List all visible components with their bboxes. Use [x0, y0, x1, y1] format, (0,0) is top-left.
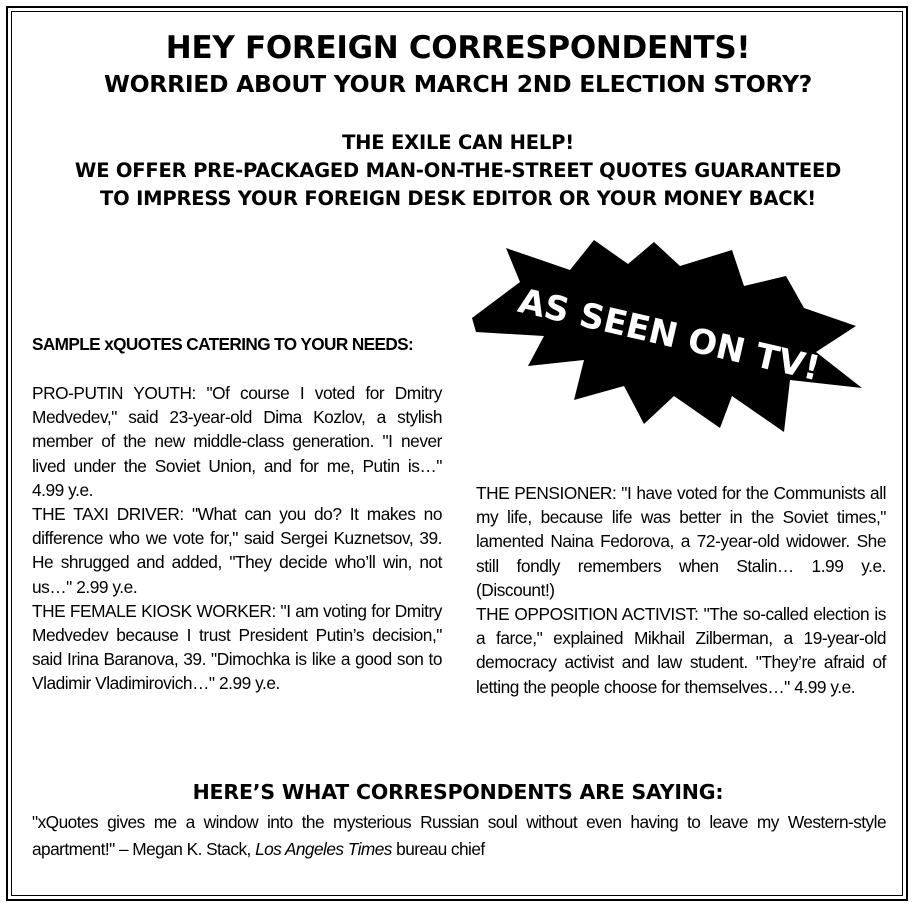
quote-pensioner: THE PENSIONER: "I have voted for the Communists all my life, because life was better in the Soviet times," lamented Naina Fedorova, a 72-year-old widower. She still fondly remembers when Stalin… 1.99 y.e. (Discount!)	[476, 483, 886, 600]
as-seen-on-tv-starburst	[468, 240, 868, 435]
starburst-label: AS SEEN ON TV!	[514, 280, 824, 390]
testimonials-heading: HERE’S WHAT CORRESPONDENTS ARE SAYING:	[192, 780, 724, 804]
quotes-column-right	[476, 481, 886, 699]
page-title: HEY FOREIGN CORRESPONDENTS!	[165, 30, 751, 66]
quotes-column-left	[32, 381, 442, 696]
page-subtitle: WORRIED ABOUT YOUR MARCH 2ND ELECTION STORY?	[103, 70, 813, 98]
offer-line-1: THE EXILE CAN HELP!	[342, 131, 574, 154]
quote-taxi-driver: THE TAXI DRIVER: "What can you do? It makes no difference who we vote for," said Sergei Kuznetsov, 39. He shrugged and added, "They decide who’ll win, not us…" 2.99 y.e.	[32, 504, 442, 597]
testimonial-quote	[32, 809, 886, 863]
quote-opposition-activist: THE OPPOSITION ACTIVIST: "The so-called election is a farce," explained Mikhail Zilberman, a 19-year-old democracy activist and law student. "They’re afraid of letting the people choose for themselves…" 4.99 y.e.	[476, 604, 886, 697]
testimonial-text: "xQuotes gives me a window into the mysterious Russian soul without even having to leave my Western-style apartment!" – Megan K. Stack,	[32, 812, 886, 859]
quote-pro-putin-youth: PRO-PUTIN YOUTH: "Of course I voted for Dmitry Medvedev," said 23-year-old Dima Kozlov, a stylish member of the new middle-class generation. "I never lived under the Soviet Union, and for me, Putin is…" 4.99 y.e.	[32, 383, 442, 500]
offer-line-2: WE OFFER PRE-PACKAGED MAN-ON-THE-STREET QUOTES GUARANTEED	[74, 159, 842, 182]
testimonial-suffix: bureau chief	[391, 839, 485, 859]
testimonial-publication: Los Angeles Times	[255, 839, 392, 859]
samples-heading: SAMPLE xQUOTES CATERING TO YOUR NEEDS:	[32, 334, 414, 354]
offer-line-3: TO IMPRESS YOUR FOREIGN DESK EDITOR OR YOUR MONEY BACK!	[100, 187, 816, 210]
quote-kiosk-worker: THE FEMALE KIOSK WORKER: "I am voting for Dmitry Medvedev because I trust President Putin’s decision," said Irina Baranova, 39. "Dimochka is like a good son to Vladimir Vladimirovich…" 2.99 y.e.	[32, 600, 442, 694]
